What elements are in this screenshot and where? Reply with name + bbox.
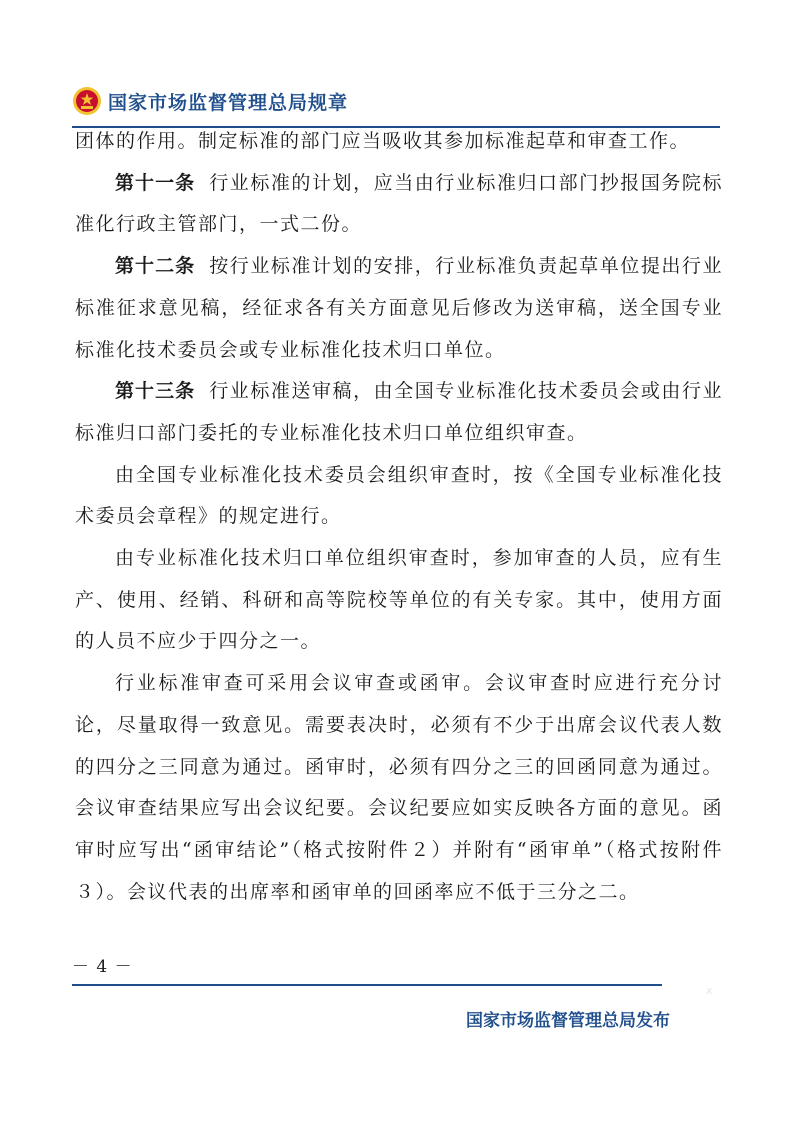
- paragraph-text: 由全国专业标准化技术委员会组织审查时，按《全国专业标准化技术委员会章程》的规定进行。: [75, 463, 723, 528]
- article-label: 第十一条: [115, 171, 196, 194]
- footer-mark: x: [706, 984, 713, 997]
- article-paragraph: [75, 163, 723, 246]
- document-body: [75, 121, 723, 913]
- article-paragraph: [75, 246, 723, 371]
- body-paragraph: [75, 455, 723, 538]
- article-label: 第十三条: [115, 380, 196, 403]
- paragraph-text: 按行业标准计划的安排，行业标准负责起草单位提出行业标准征求意见稿，经征求各有关方面意见后修改为送审稿，送全国专业标准化技术委员会或专业标准化技术归口单位。: [75, 255, 723, 361]
- paragraph-text: 行业标准审查可采用会议审查或函审。会议审查时应进行充分讨论，尽量取得一致意见。需要表决时，必须有不少于出席会议代表人数的四分之三同意为通过。函审时，必须有四分之三的回函同意为通过。会议审查结果应写出会议纪要。会议纪要应如实反映各方面的意见。函审时应写出“函审结论”（格式按附件２）并附有“函审单”（格式按附件３）。会议代表的出席率和函审单的回函率应不低于三分之二。: [75, 672, 723, 903]
- national-emblem-icon: [72, 86, 102, 116]
- header-title: 国家市场监督管理总局规章: [108, 92, 349, 114]
- page-header: [72, 84, 722, 120]
- page-number: － 4 －: [72, 957, 133, 977]
- paragraph-text: 行业标准的计划，应当由行业标准归口部门抄报国务院标准化行政主管部门，一式二份。: [75, 171, 723, 236]
- footer-publisher: 国家市场监督管理总局发布: [466, 1011, 670, 1031]
- footer-divider: [72, 984, 662, 986]
- article-paragraph: [75, 371, 723, 454]
- body-paragraph: [75, 663, 723, 913]
- body-paragraph: [75, 121, 723, 163]
- article-label: 第十二条: [115, 255, 196, 278]
- paragraph-text: 行业标准送审稿，由全国专业标准化技术委员会或由行业标准归口部门委托的专业标准化技术归口单位组织审查。: [75, 380, 723, 444]
- paragraph-text: 团体的作用。制定标准的部门应当吸收其参加标准起草和审查工作。: [75, 130, 691, 152]
- body-paragraph: [75, 538, 723, 663]
- paragraph-text: 由专业标准化技术归口单位组织审查时，参加审查的人员，应有生产、使用、经销、科研和高等院校等单位的有关专家。其中，使用方面的人员不应少于四分之一。: [75, 547, 723, 653]
